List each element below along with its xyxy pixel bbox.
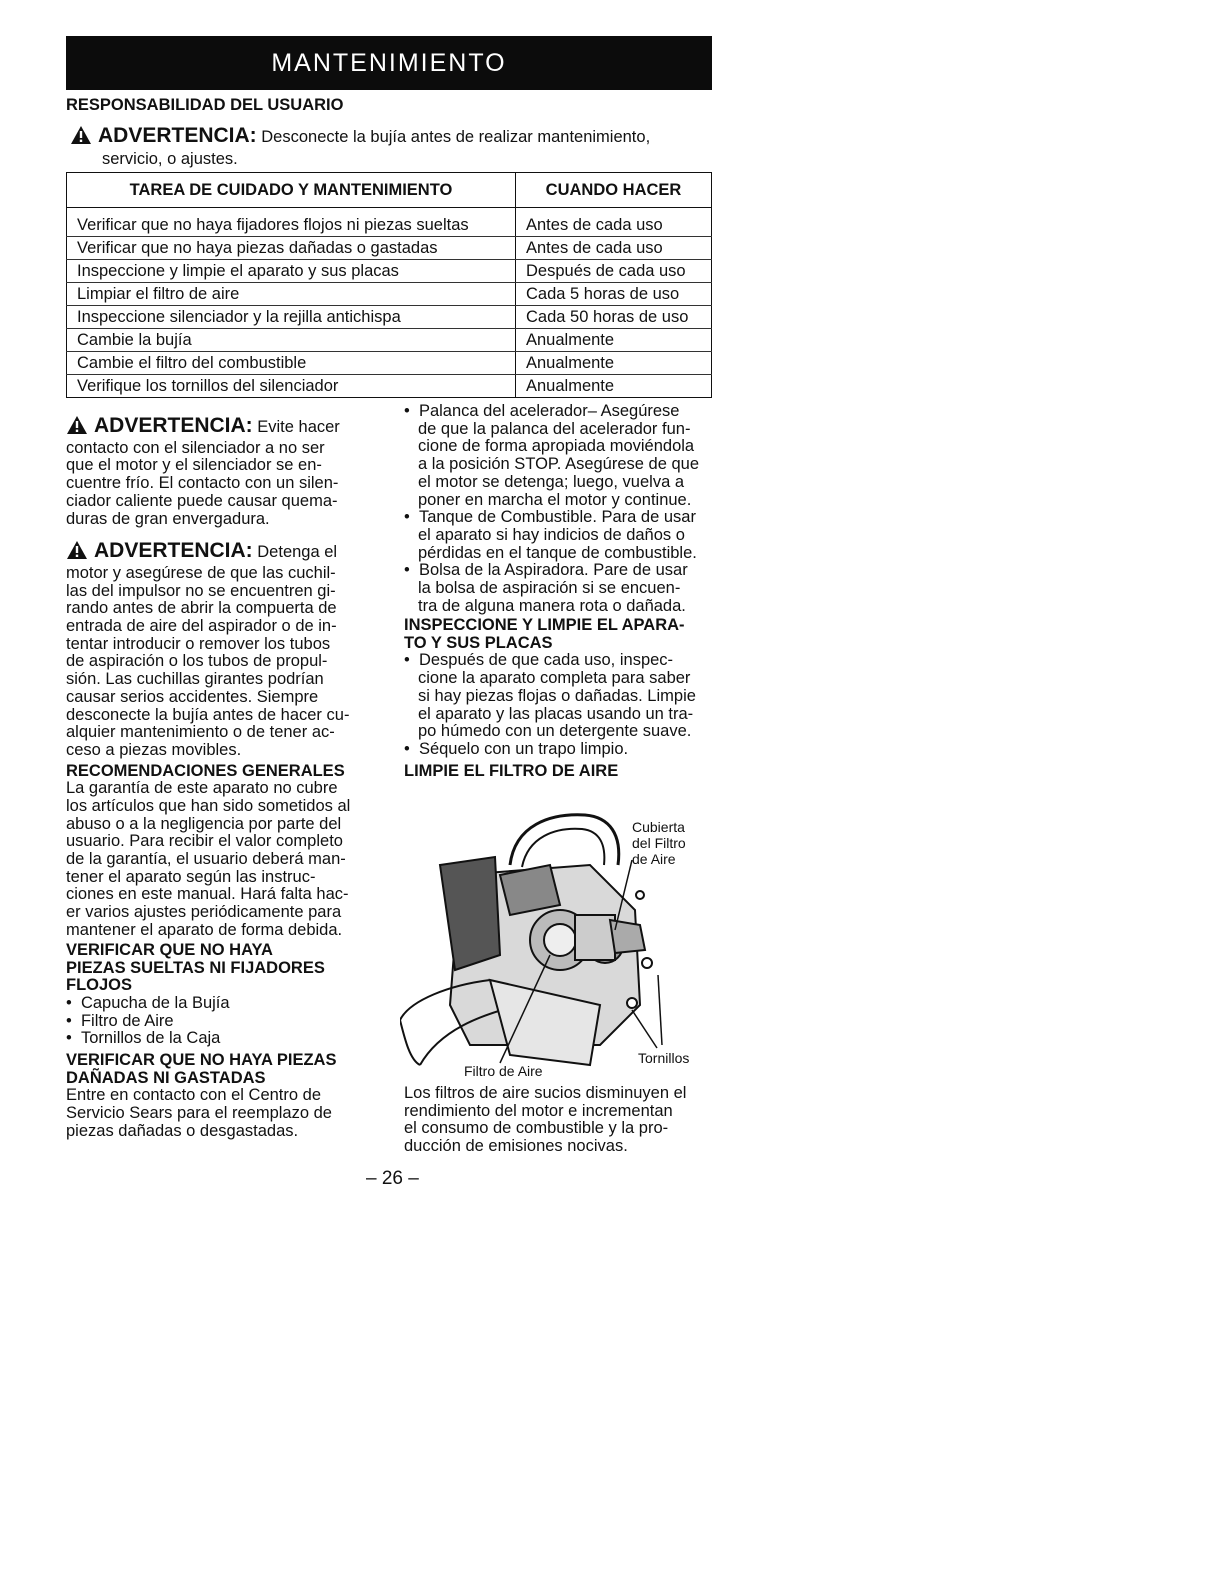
text-line: la bolsa de aspiración si se encuen- <box>418 579 681 598</box>
warning-triangle-icon <box>70 125 92 150</box>
table-cell-task: Cambie la bujía <box>67 329 516 352</box>
table-cell-when: Cada 50 horas de uso <box>516 306 712 329</box>
heading-line: INSPECCIONE Y LIMPIE EL APARA- <box>404 616 685 635</box>
text-line: cione de forma apropiada moviéndola <box>418 437 695 456</box>
air-filter-figure <box>400 805 720 1085</box>
text-line: alquier mantenimiento o de tener ac- <box>66 723 335 742</box>
text-line: los artículos que han sido sometidos al <box>66 796 351 815</box>
list-item: • Séquelo con un trapo limpio. <box>404 739 629 758</box>
text-line: mantener el aparato de forma debida. <box>66 920 343 939</box>
text-line: ciador caliente puede causar quema- <box>66 491 338 510</box>
table-cell-when: Después de cada uso <box>516 260 712 283</box>
text-line: contacto con el silenciador a no ser <box>66 438 325 457</box>
text-line: rendimiento del motor e incrementan <box>404 1101 673 1120</box>
table-row <box>67 375 712 398</box>
text-line: desconecte la bujía antes de hacer cu- <box>66 705 350 724</box>
list-item: • Palanca del acelerador– Asegúrese de que la palanca del acelerador fun- cione de forma apropiada moviéndola a la posición STOP. Asegúrese de que el motor se detenga; luego, vuelva a poner en marcha el motor y continue. <box>404 402 699 509</box>
table-row <box>67 260 712 283</box>
page-number: – 26 – <box>366 1168 419 1189</box>
text-line: Después de que cada uso, inspec- <box>418 651 674 670</box>
heading-line: PIEZAS SUELTAS NI FIJADORES <box>66 958 325 977</box>
figure-label-screws: Tornillos <box>638 1050 690 1066</box>
text-line: Entre en contacto con el Centro de <box>66 1086 321 1105</box>
table-row <box>67 352 712 375</box>
text-line: tener el aparato según las instruc- <box>66 867 316 886</box>
text-line: de aspiración o los tubos de propul- <box>66 652 328 671</box>
figure-label-filter: Filtro de Aire <box>464 1063 543 1079</box>
text-line: Evite hacer <box>257 418 340 436</box>
air-filter-text <box>404 1085 722 1156</box>
list-item-text: Filtro de Aire <box>80 1011 174 1030</box>
table-row <box>67 329 712 352</box>
table-header-row <box>67 173 712 208</box>
text-line: La garantía de este aparato no cubre <box>66 779 338 798</box>
heading-line: VERIFICAR QUE NO HAYA <box>66 941 273 960</box>
table-cell-task: Verifique los tornillos del silenciador <box>67 375 516 398</box>
warning-label: ADVERTENCIA: <box>98 124 257 147</box>
warning-text: Desconecte la bujía antes de realizar mantenimiento, <box>261 128 651 146</box>
text-line: Palanca del acelerador– Asegúrese <box>418 402 680 420</box>
section-banner <box>66 36 712 90</box>
text-line: ciones en este manual. Hará falta hac- <box>66 885 349 904</box>
heading-line: DAÑADAS NI GASTADAS <box>66 1068 266 1087</box>
text-line: piezas dañadas o desgastadas. <box>66 1121 299 1140</box>
text-line: si hay piezas flojas o dañadas. Limpie <box>418 686 696 705</box>
heading-line: FLOJOS <box>66 976 133 995</box>
text-line: que el motor y el silenciador se en- <box>66 456 322 475</box>
list-item: • Filtro de Aire <box>66 1011 174 1030</box>
text-line: Bolsa de la Aspiradora. Pare de usar <box>418 561 688 580</box>
warning-label: ADVERTENCIA: <box>94 539 253 563</box>
table-cell-when: Antes de cada uso <box>516 237 712 260</box>
label-line: del Filtro <box>632 835 686 851</box>
list-item: • Capucha de la Bujía <box>66 993 230 1012</box>
table-cell-task: Inspeccione y limpie el aparato y sus placas <box>67 260 516 283</box>
text-line: poner en marcha el motor y continue. <box>418 490 692 509</box>
table-row <box>67 306 712 329</box>
label-line: Cubierta <box>632 819 685 835</box>
table-header-task: TAREA DE CUIDADO Y MANTENIMIENTO <box>67 173 516 208</box>
text-line: duras de gran envergadura. <box>66 509 270 528</box>
table-cell-when: Cada 5 horas de uso <box>516 283 712 306</box>
text-line: rando antes de abrir la compuerta de <box>66 599 337 618</box>
warning-triangle-icon <box>66 540 88 565</box>
text-line: sión. Las cuchillas girantes podrían <box>66 670 324 689</box>
list-item: • Después de que cada uso, inspec- cione la aparato completa para saber si hay piezas flojas o dañadas. Limpie el aparato y las placas usando un tra- po húmedo con un detergente suave. <box>404 651 696 741</box>
text-line: entrada de aire del aspirador o de in- <box>66 617 337 636</box>
text-line: Tanque de Combustible. Para de usar <box>418 508 696 527</box>
text-line: cuentre frío. El contacto con un silen- <box>66 474 339 493</box>
left-column <box>66 415 384 1140</box>
text-line: causar serios accidentes. Siempre <box>66 687 319 706</box>
list-item-text: Tornillos de la Caja <box>80 1029 221 1048</box>
inspect-clean-heading <box>404 617 722 652</box>
text-line: tentar introducir o remover los tubos <box>66 634 331 653</box>
text-line: el aparato si hay indicios de daños o <box>418 525 685 544</box>
table-cell-task: Limpiar el filtro de aire <box>67 283 516 306</box>
text-line: pérdidas en el tanque de combustible. <box>418 543 697 562</box>
figure-label-cover <box>632 819 686 867</box>
list-item: • Bolsa de la Aspiradora. Pare de usar la bolsa de aspiración si se encuen- tra de alguna manera rota o dañada. <box>404 561 688 615</box>
impeller-warning <box>66 540 384 759</box>
warning-triangle-icon <box>66 415 88 440</box>
table-cell-when: Anualmente <box>516 352 712 375</box>
verify-damaged-heading <box>66 1052 384 1087</box>
text-line: motor y asegúrese de que las cuchil- <box>66 563 336 582</box>
muffler-warning <box>66 415 384 528</box>
table-cell-when: Anualmente <box>516 329 712 352</box>
text-line: el motor se detenga; luego, vuelva a <box>418 472 685 491</box>
top-warning <box>70 125 710 169</box>
heading-line: TO Y SUS PLACAS <box>404 633 553 652</box>
text-line: a la posición STOP. Asegúrese de que <box>418 455 699 474</box>
text-line: er varios ajustes periódicamente para <box>66 903 342 922</box>
text-line: po húmedo con un detergente suave. <box>418 722 692 741</box>
text-line: Detenga el <box>257 543 338 562</box>
text-line: Servicio Sears para el reemplazo de <box>66 1103 332 1122</box>
table-row <box>67 283 712 306</box>
table-cell-when: Antes de cada uso <box>516 208 712 237</box>
general-recommendations-heading: RECOMENDACIONES GENERALES <box>66 761 345 780</box>
table-row <box>67 237 712 260</box>
text-line: tra de alguna manera rota o dañada. <box>418 596 686 615</box>
text-line: de la garantía, el usuario deberá man- <box>66 849 346 868</box>
verify-loose-heading <box>66 942 384 995</box>
text-line: usuario. Para recibir el valor completo <box>66 832 343 851</box>
text-line: de que la palanca del acelerador fun- <box>418 419 691 438</box>
text-line: el aparato y las placas usando un tra- <box>418 704 694 723</box>
text-line: ceso a piezas movibles. <box>66 740 242 759</box>
maintenance-table <box>66 172 712 398</box>
text-line: el consumo de combustible y la pro- <box>404 1119 669 1138</box>
right-column <box>404 403 722 780</box>
table-cell-when: Anualmente <box>516 375 712 398</box>
warning-label: ADVERTENCIA: <box>94 414 253 437</box>
list-item: • Tornillos de la Caja <box>66 1029 221 1048</box>
section-title: RESPONSABILIDAD DEL USUARIO <box>66 96 344 114</box>
list-item: • Tanque de Combustible. Para de usar el aparato si hay indicios de daños o pérdidas en el tanque de combustible. <box>404 508 697 562</box>
text-line: Séquelo con un trapo limpio. <box>418 739 629 758</box>
banner-title: MANTENIMIENTO <box>271 48 507 77</box>
text-line: abuso o a la negligencia por parte del <box>66 814 342 833</box>
text-line: las del impulsor no se encuentren gi- <box>66 581 336 600</box>
text-line: Los filtros de aire sucios disminuyen el <box>404 1084 687 1102</box>
table-cell-task: Cambie el filtro del combustible <box>67 352 516 375</box>
heading-line: VERIFICAR QUE NO HAYA PIEZAS <box>66 1051 337 1070</box>
label-line: de Aire <box>632 851 676 867</box>
verify-damaged-text <box>66 1087 384 1140</box>
table-header-when: CUANDO HACER <box>516 173 712 208</box>
table-row <box>67 208 712 237</box>
warning-text-cont: servicio, o ajustes. <box>102 150 238 168</box>
air-filter-heading: LIMPIE EL FILTRO DE AIRE <box>404 761 619 780</box>
general-recommendations-text <box>66 780 384 939</box>
text-line: ducción de emisiones nocivas. <box>404 1137 628 1156</box>
table-cell-task: Verificar que no haya fijadores flojos ni piezas sueltas <box>67 208 516 237</box>
table-cell-task: Verificar que no haya piezas dañadas o gastadas <box>67 237 516 260</box>
table-cell-task: Inspeccione silenciador y la rejilla antichispa <box>67 306 516 329</box>
text-line: cione la aparato completa para saber <box>418 669 691 688</box>
list-item-text: Capucha de la Bujía <box>80 993 230 1012</box>
